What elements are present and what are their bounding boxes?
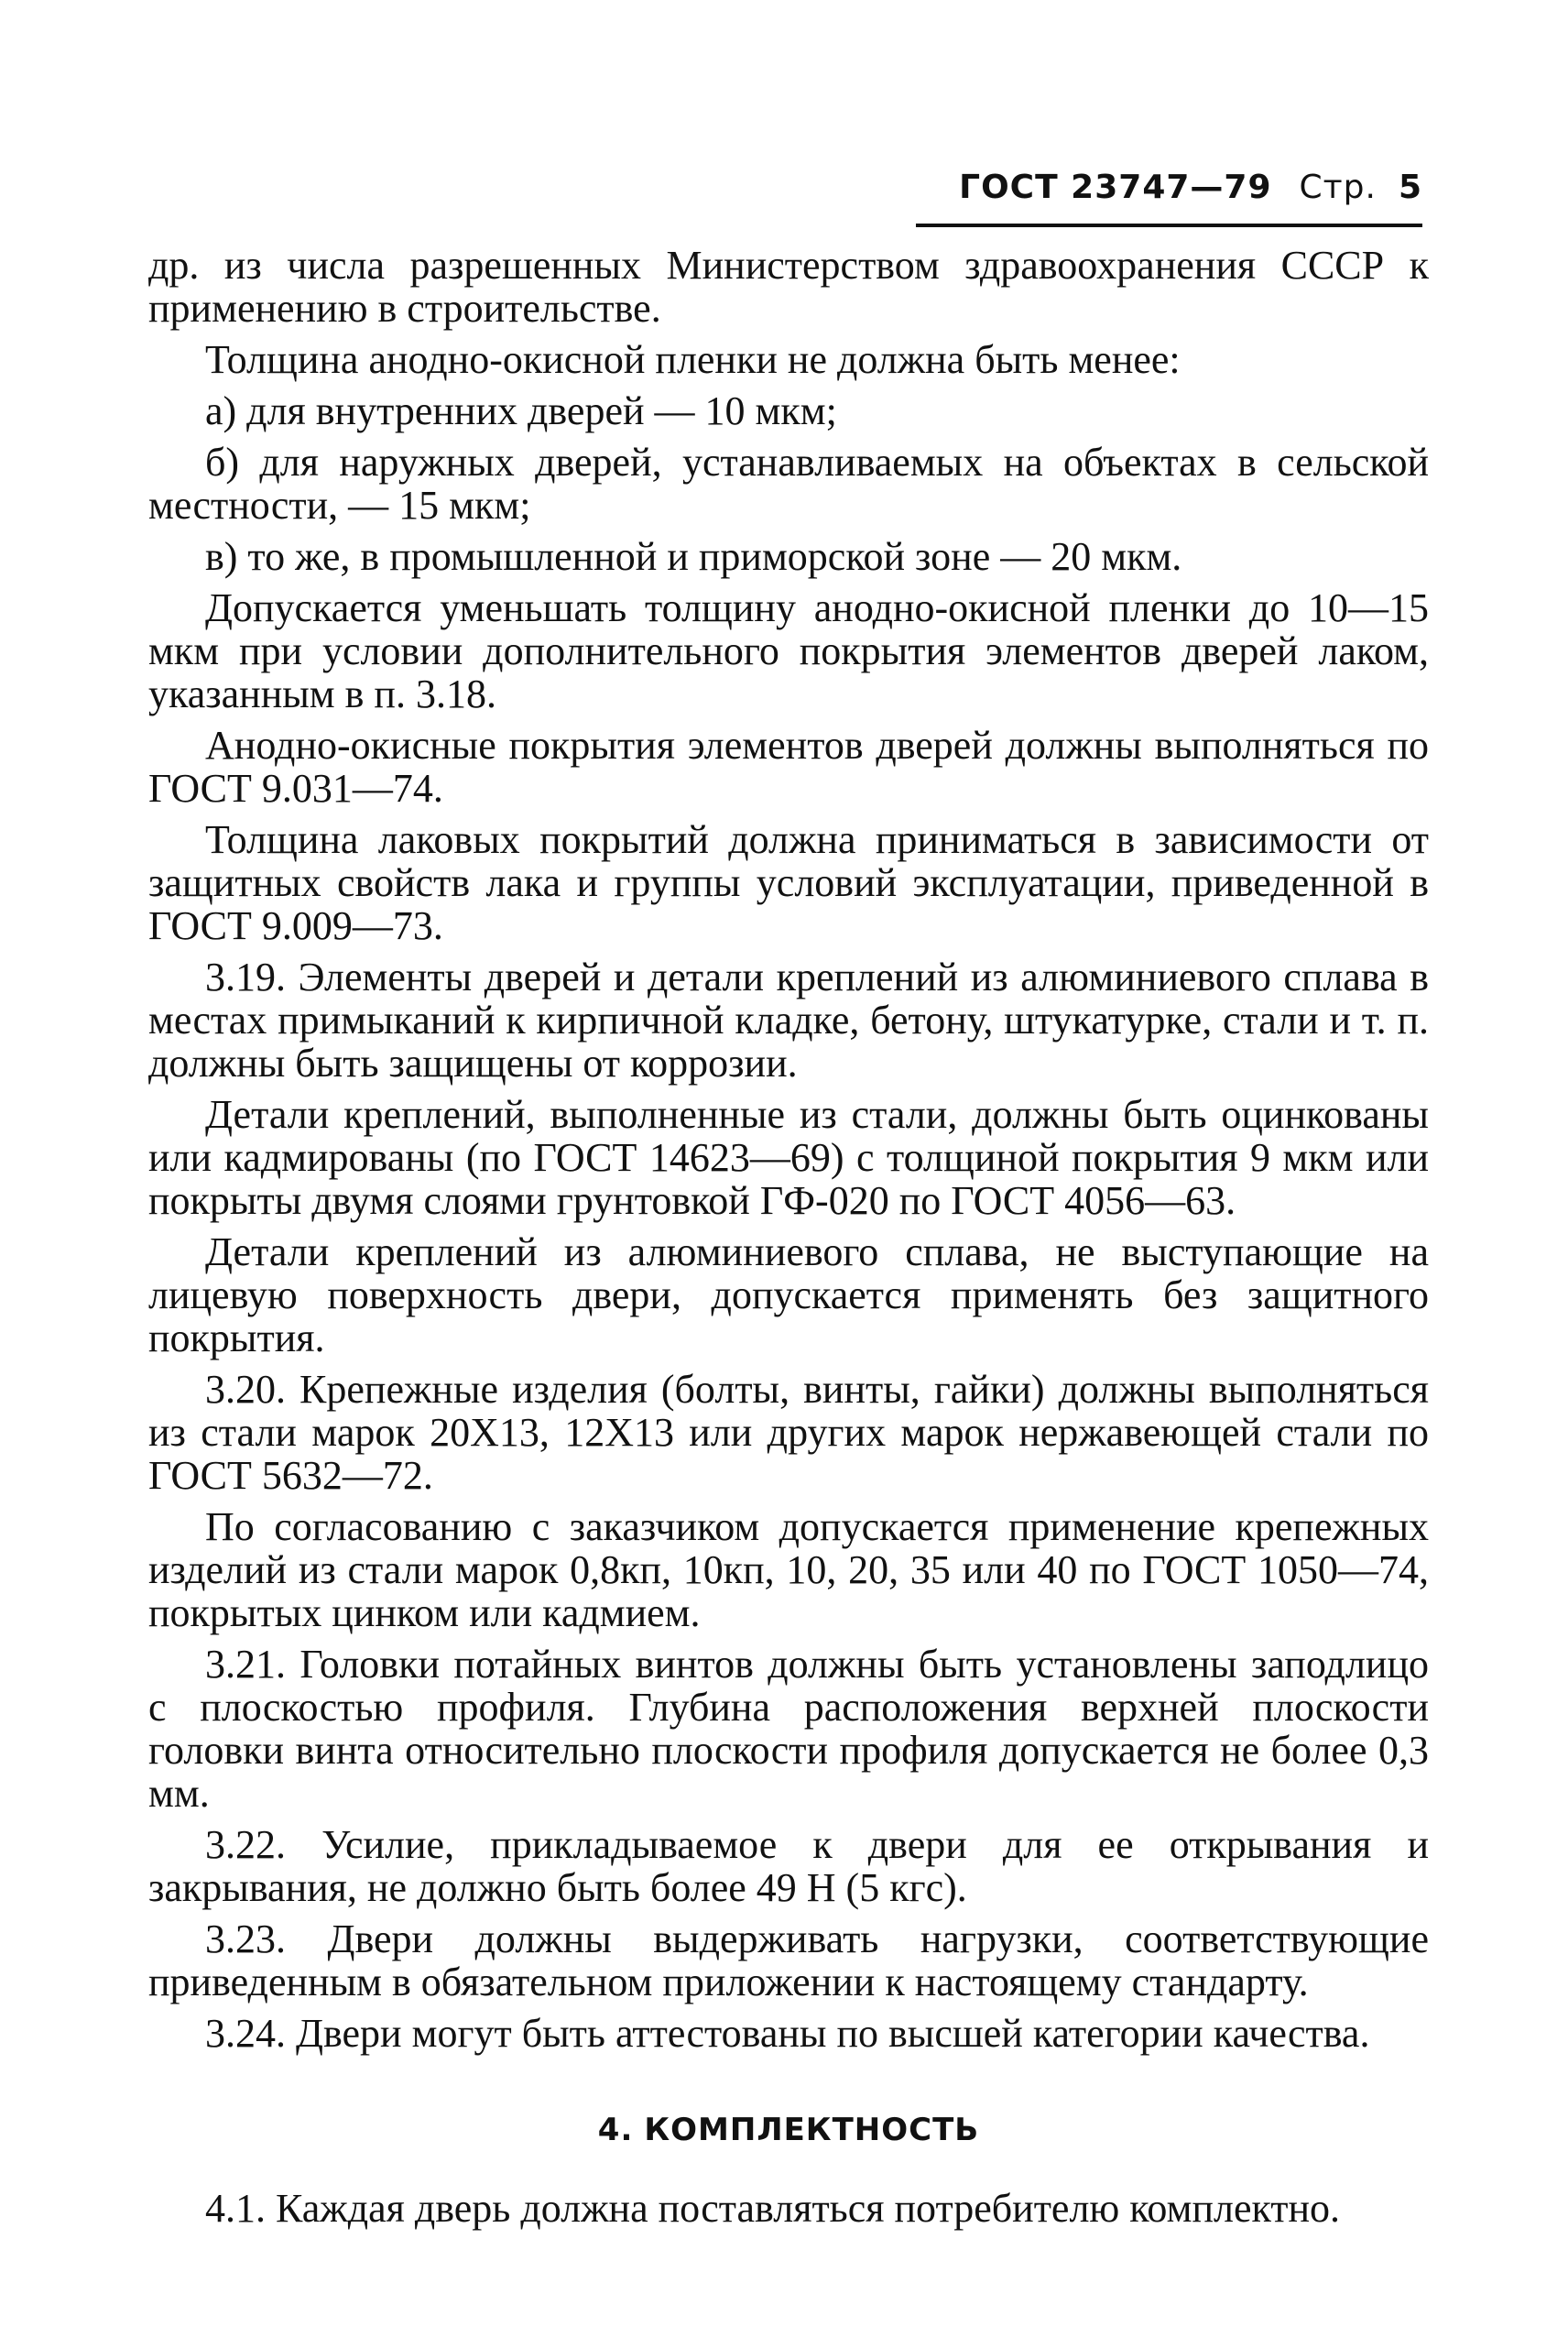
- page-label: Стр.: [1299, 169, 1377, 206]
- clause-3-19: 3.19. Элементы дверей и детали креплений из алюминиевого сплава в местах примыканий к кирпичной кладке, бетону, штукатурке, стали и т. п. должны быть защищены от коррозии.: [148, 955, 1429, 1086]
- clause-3-23: 3.23. Двери должны выдерживать нагрузки, соответствующие приведенным в обязательном приложении к настоящему стандарту.: [148, 1916, 1429, 2004]
- clause-4-1: 4.1. Каждая дверь должна поставляться потребителю комплектно.: [205, 2186, 1341, 2231]
- page-number: 5: [1398, 169, 1422, 206]
- paragraph-lacquer: Толщина лаковых покрытий должна приниматься в зависимости от защитных свойств лака и группы условий эксплуатации, приведенной в ГОСТ 9.009—73.: [148, 817, 1429, 948]
- paragraph-steel-fasteners: Детали креплений, выполненные из стали, должны быть оцинкованы или кадмированы (по ГОСТ 14623—69) с толщиной покрытия 9 мкм или покрыты двумя слоями грунтовкой ГФ-020 по ГОСТ 4056—63.: [148, 1092, 1429, 1223]
- paragraph-agreement: По согласованию с заказчиком допускается применение крепежных изделий из стали марок 0,8кп, 10кп, 10, 20, 35 или 40 по ГОСТ 1050—74, покрытых цинком или кадмием.: [148, 1504, 1429, 1635]
- page-header: [916, 167, 1422, 227]
- clause-3-20: 3.20. Крепежные изделия (болты, винты, гайки) должны выполняться из стали марок 20Х13, 12Х13 или других марок нержавеющей стали по ГОСТ 5632—72.: [148, 1367, 1429, 1498]
- paragraph-aluminium-fasteners: Детали креплений из алюминиевого сплава, не выступающие на лицевую поверхность двери, допускается применять без защитного покрытия.: [148, 1229, 1429, 1360]
- paragraph-reduction: Допускается уменьшать толщину анодно-окисной пленки до 10—15 мкм при условии дополнительного покрытия элементов дверей лаком, указанным в п. 3.18.: [148, 585, 1429, 716]
- section-title-text: КОМПЛЕКТНОСТЬ: [644, 2112, 980, 2148]
- clause-3-21: 3.21. Головки потайных винтов должны быть установлены заподлицо с плоскостью профиля. Глубина расположения верхней плоскости головки винта относительно плоскости профиля допускается не более 0,3 мм.: [148, 1642, 1429, 1816]
- paragraph-anodic-coatings: Анодно-окисные покрытия элементов дверей должны выполняться по ГОСТ 9.031—74.: [148, 723, 1429, 811]
- paragraph-continuation: др. из числа разрешенных Министерством здравоохранения СССР к применению в строительстве.: [148, 243, 1429, 331]
- document-body: [148, 244, 1429, 2238]
- list-item-b: б) для наружных дверей, устанавливаемых на объектах в сельской местности, — 15 мкм;: [148, 440, 1429, 528]
- section-heading: [148, 2110, 1429, 2150]
- list-item-c: в) то же, в промышленной и приморской зоне — 20 мкм.: [205, 534, 1182, 579]
- clause-3-22: 3.22. Усилие, прикладываемое к двери для ее открывания и закрывания, не должно быть более 49 Н (5 кгс).: [148, 1822, 1429, 1910]
- standard-number: ГОСТ 23747—79: [959, 169, 1272, 206]
- list-item-a: а) для внутренних дверей — 10 мкм;: [205, 388, 837, 433]
- section-number: 4.: [597, 2112, 634, 2148]
- clause-3-24: 3.24. Двери могут быть аттестованы по высшей категории качества.: [205, 2011, 1370, 2056]
- paragraph-film-thickness: Толщина анодно-окисной пленки не должна быть менее:: [205, 337, 1181, 382]
